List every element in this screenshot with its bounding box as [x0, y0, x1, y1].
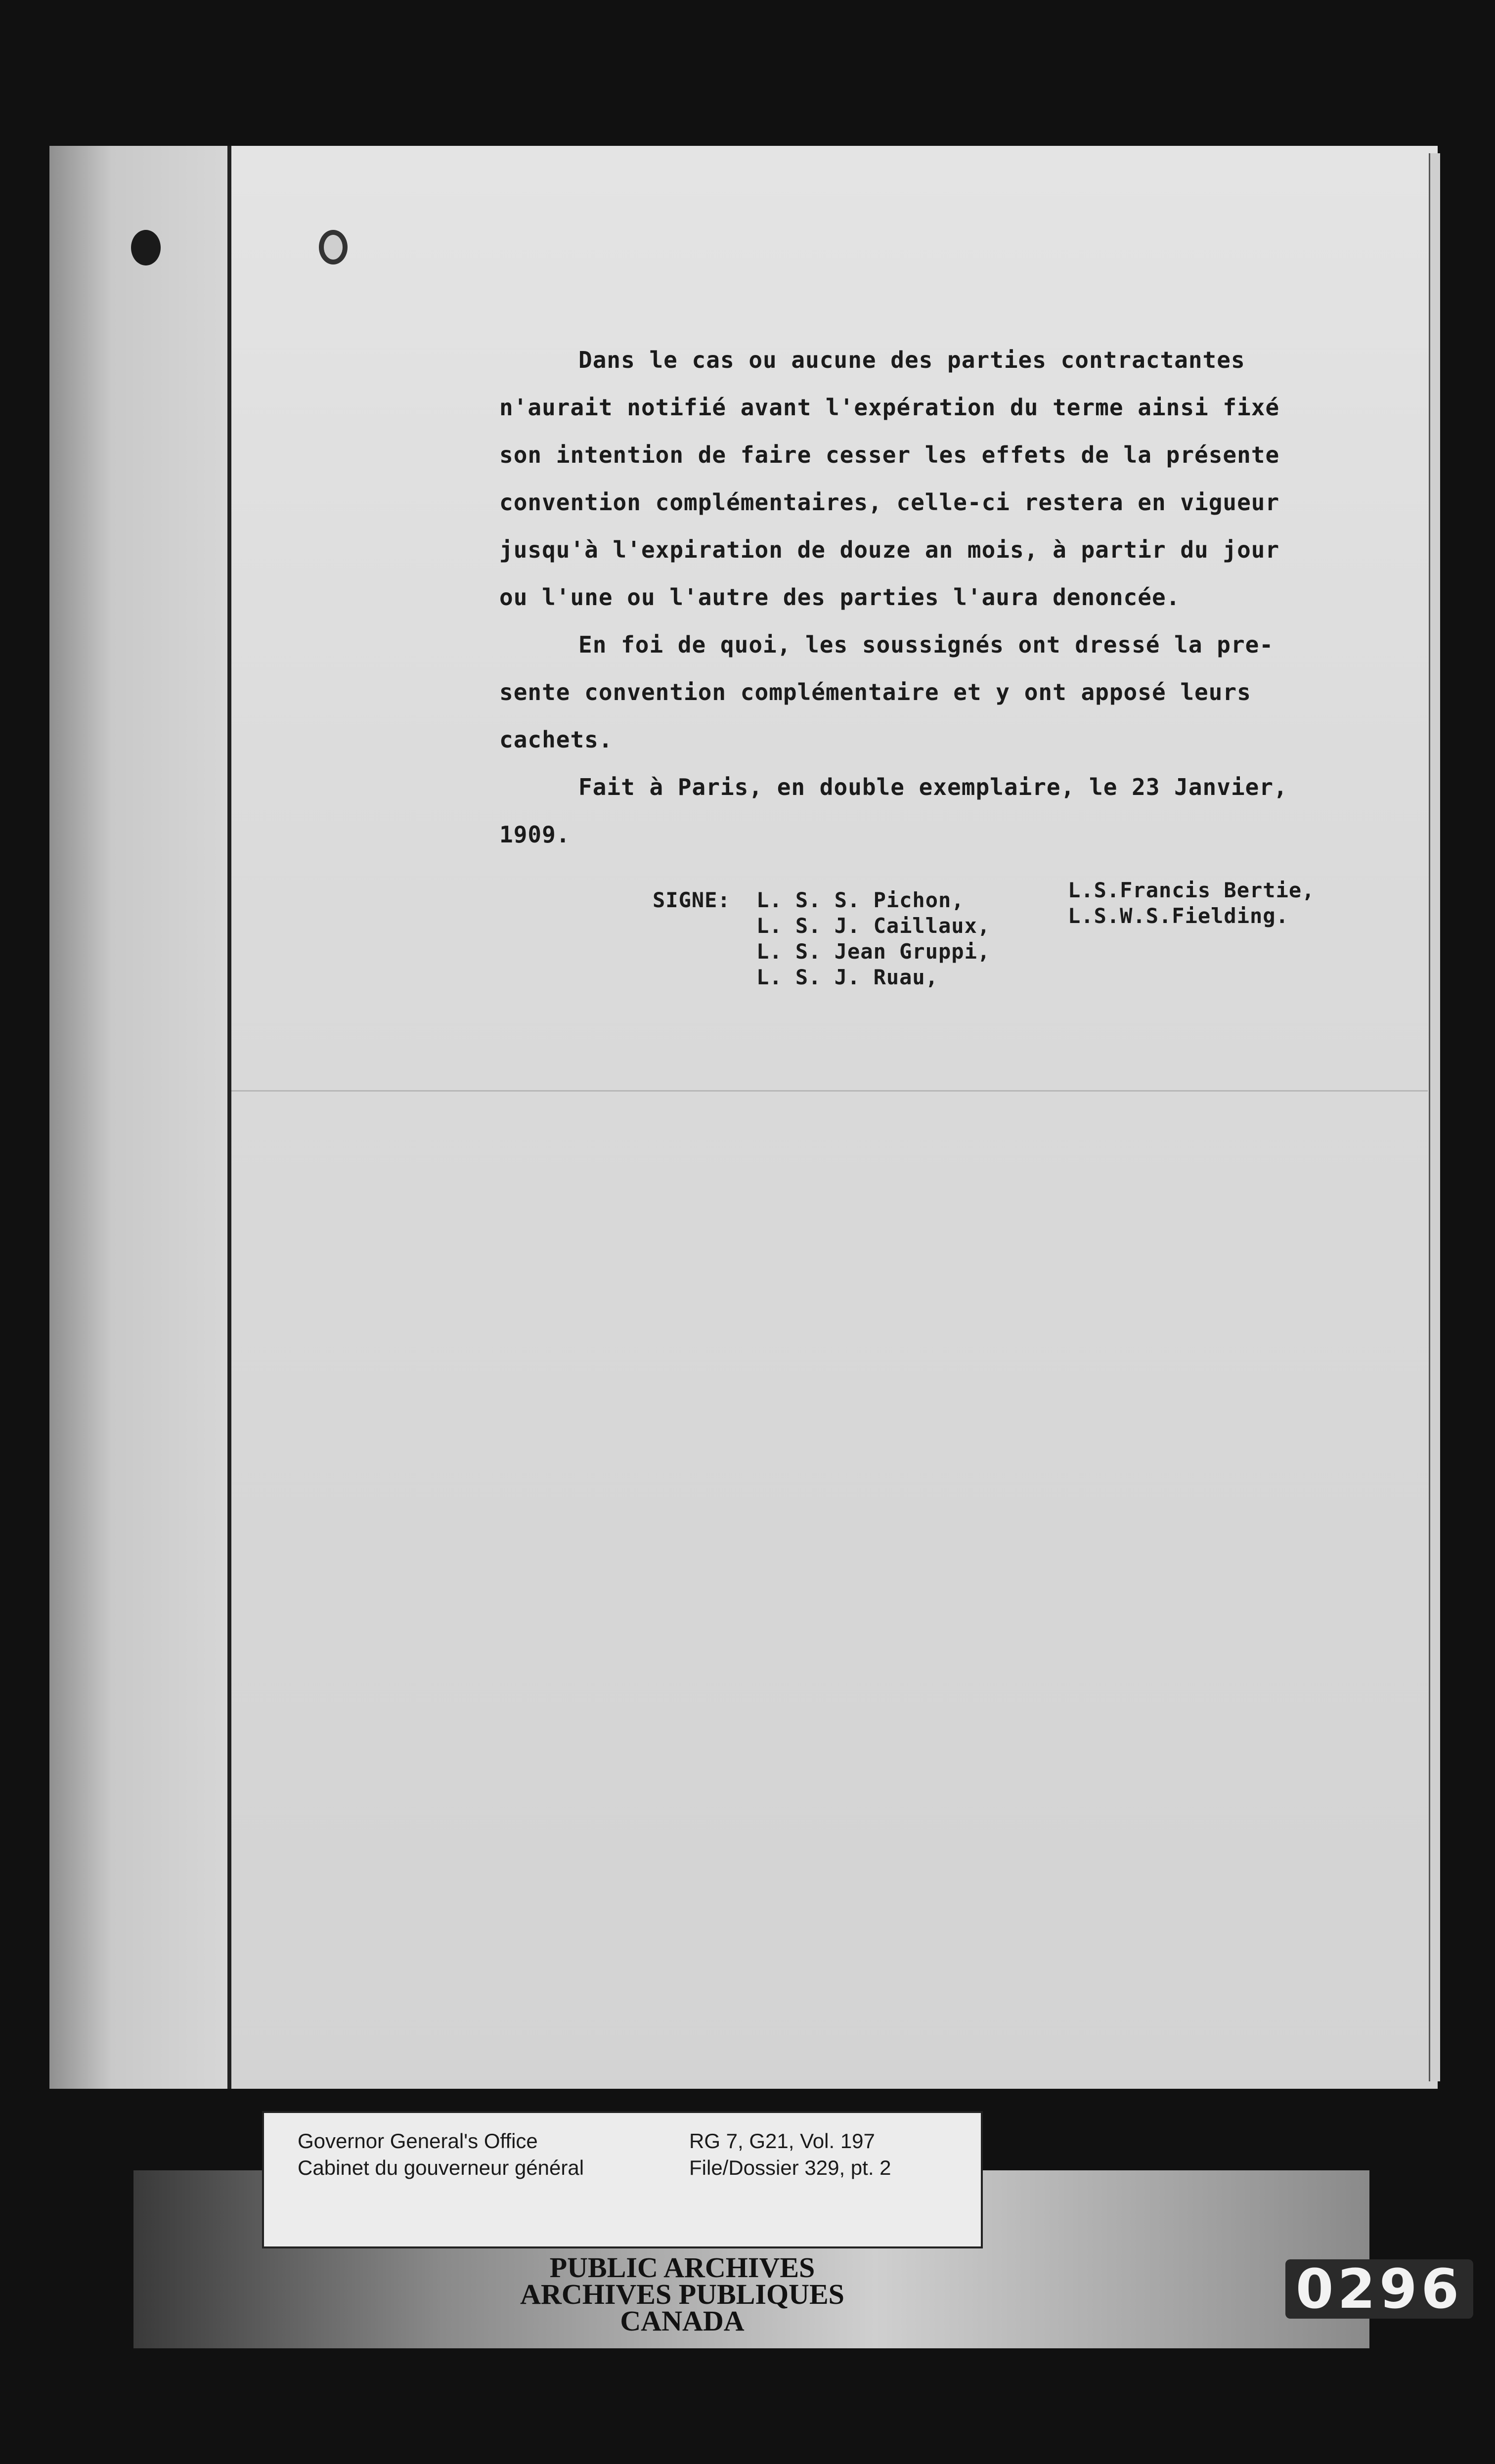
- hole-punch: [131, 230, 161, 265]
- text-line: convention complémentaires, celle-ci restera en vigueur: [499, 489, 1280, 516]
- text-line: Dans le cas ou aucune des parties contractantes: [578, 347, 1245, 373]
- text-line: son intention de faire cesser les effets de la présente: [499, 441, 1280, 468]
- document-body: [499, 336, 1369, 858]
- signatures-left: [756, 887, 990, 990]
- hole-punch: [319, 230, 348, 264]
- office-name-en: Governor General's Office: [298, 2129, 538, 2153]
- text-line: Fait à Paris, en double exemplaire, le 23 Janvier,: [578, 774, 1288, 800]
- signature-entry: L.S.W.S.Fielding.: [1068, 904, 1289, 928]
- signatures-right: [1068, 878, 1315, 929]
- signature-label: [653, 887, 731, 913]
- stamp-line: CANADA: [620, 2305, 745, 2337]
- archives-stamp: [435, 2251, 929, 2337]
- film-left-margin: [49, 146, 227, 2089]
- text-line: jusqu'à l'expiration de douze an mois, à partir du jour: [499, 536, 1280, 563]
- text-line: 1909.: [499, 821, 571, 848]
- text-line: n'aurait notifié avant l'expération du terme ainsi fixé: [499, 394, 1280, 421]
- signature-entry: L.S.Francis Bertie,: [1068, 878, 1315, 902]
- signature-label-text: SIGNE:: [653, 888, 731, 912]
- text-line: cachets.: [499, 726, 613, 753]
- signature-entry: L. S. S. Pichon,: [756, 888, 965, 912]
- text-line: ou l'une ou l'autre des parties l'aura denoncée.: [499, 584, 1181, 611]
- frame-number: 0296: [1285, 2259, 1473, 2319]
- stamp-line: ARCHIVES PUBLIQUES: [520, 2278, 844, 2310]
- page-right-edge: [1429, 153, 1440, 2081]
- record-group-reference: RG 7, G21, Vol. 197: [689, 2129, 875, 2153]
- stamp-line: PUBLIC ARCHIVES: [549, 2251, 815, 2284]
- signature-entry: L. S. J. Ruau,: [756, 965, 939, 989]
- signature-entry: L. S. Jean Gruppi,: [756, 939, 991, 964]
- fold-line: [231, 1090, 1428, 1092]
- text-line: En foi de quoi, les soussignés ont dressé la pre-: [578, 631, 1274, 658]
- office-name-fr: Cabinet du gouverneur général: [298, 2156, 584, 2179]
- text-line: sente convention complémentaire et y ont apposé leurs: [499, 679, 1251, 705]
- file-reference: File/Dossier 329, pt. 2: [689, 2156, 891, 2179]
- signature-entry: L. S. J. Caillaux,: [756, 914, 991, 938]
- archive-reference-label: [262, 2111, 983, 2248]
